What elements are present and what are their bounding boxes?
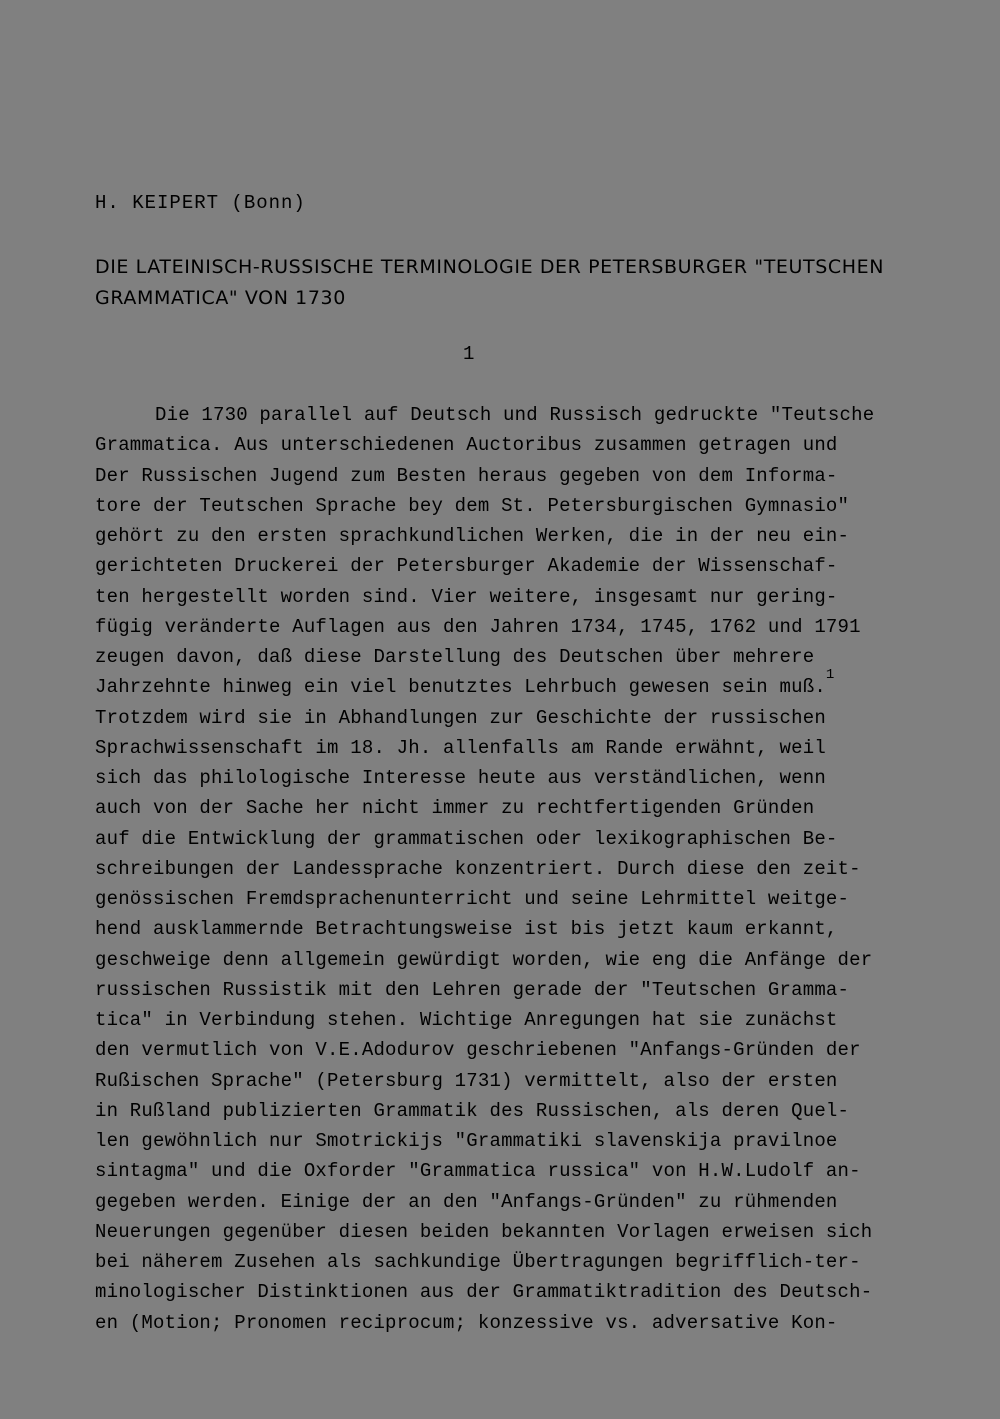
text-line: len gewöhnlich nur Smotrickijs "Grammatiki slavenskija pravilnoe bbox=[95, 1130, 838, 1152]
text-line: Neuerungen gegenüber diesen beiden bekannten Vorlagen erweisen sich bbox=[95, 1220, 873, 1243]
text-line-content: Jahrzehnte hinweg ein viel benutztes Lehrbuch gewesen sein muß. bbox=[95, 676, 826, 699]
text-line: en (Motion; Pronomen reciprocum; konzessive vs. adversative Kon- bbox=[95, 1311, 838, 1334]
text-line: tica" in Verbindung stehen. Wichtige Anregungen hat sie zunächst bbox=[95, 1009, 838, 1031]
text-line: in Rußland publizierten Grammatik des Russischen, als deren Quel- bbox=[95, 1099, 850, 1122]
text-line: genössischen Fremdsprachenunterricht und seine Lehrmittel weitge- bbox=[95, 888, 850, 910]
text-line: Trotzdem wird sie in Abhandlungen zur Geschichte der russischen bbox=[95, 706, 826, 729]
text-line: ten hergestellt worden sind. Vier weitere, insgesamt nur gering- bbox=[95, 585, 838, 608]
text-line: sintagma" und die Oxforder "Grammatica russica" von H.W.Ludolf an- bbox=[95, 1160, 861, 1183]
text-line: Der Russischen Jugend zum Besten heraus gegeben von dem Informa- bbox=[95, 464, 838, 487]
text-line: geschweige denn allgemein gewürdigt worden, wie eng die Anfänge der bbox=[95, 948, 873, 971]
text-line: sich das philologische Interesse heute aus verständlichen, wenn bbox=[95, 767, 826, 789]
text-line: gegeben werden. Einige der an den "Anfangs-Gründen" zu rühmenden bbox=[95, 1190, 838, 1213]
title-line-2: GRAMMATICA" VON 1730 bbox=[95, 287, 346, 309]
text-line: auch von der Sache her nicht immer zu rechtfertigenden Gründen bbox=[95, 797, 815, 820]
text-line: hend ausklammernde Betrachtungsweise ist bis jetzt kaum erkannt, bbox=[95, 918, 838, 941]
author-line: H. KEIPERT (Bonn) bbox=[95, 192, 306, 214]
text-line: Grammatica. Aus unterschiedenen Auctoribus zusammen getragen und bbox=[95, 434, 838, 457]
text-line: fügig veränderte Auflagen aus den Jahren 1734, 1745, 1762 und 1791 bbox=[95, 615, 861, 638]
text-line: tore der Teutschen Sprache bey dem St. Petersburgischen Gymnasio" bbox=[95, 494, 850, 517]
text-line: schreibungen der Landessprache konzentriert. Durch diese den zeit- bbox=[95, 857, 861, 880]
body-paragraph bbox=[95, 400, 905, 1338]
text-line: russischen Russistik mit den Lehren gerade der "Teutschen Gramma- bbox=[95, 978, 850, 1001]
text-line: gehört zu den ersten sprachkundlichen Werken, die in der neu ein- bbox=[95, 525, 850, 547]
footnote-marker[interactable]: 1 bbox=[825, 667, 835, 684]
text-line: zeugen davon, daß diese Darstellung des Deutschen über mehrere bbox=[95, 646, 815, 668]
article-title bbox=[95, 252, 884, 314]
text-line: minologischer Distinktionen aus der Grammatiktradition des Deutsch- bbox=[95, 1281, 873, 1304]
text-line: Sprachwissenschaft im 18. Jh. allenfalls am Rande erwähnt, weil bbox=[95, 736, 826, 759]
text-line-with-footnote bbox=[95, 667, 905, 702]
text-line: auf die Entwicklung der grammatischen oder lexikographischen Be- bbox=[95, 827, 838, 850]
text-line: bei näherem Zusehen als sachkundige Übertragungen begrifflich-ter- bbox=[95, 1251, 861, 1273]
text-line: den vermutlich von V.E.Adodurov geschriebenen "Anfangs-Gründen der bbox=[95, 1039, 861, 1062]
text-line: Rußischen Sprache" (Petersburg 1731) vermittelt, also der ersten bbox=[95, 1069, 838, 1092]
title-line-1: DIE LATEINISCH-RUSSISCHE TERMINOLOGIE DER PETERSBURGER "TEUTSCHEN bbox=[95, 256, 885, 278]
text-line: Die 1730 parallel auf Deutsch und Russisch gedruckte "Teutsche bbox=[155, 404, 875, 426]
text-line: gerichteten Druckerei der Petersburger Akademie der Wissenschaf- bbox=[95, 555, 838, 578]
section-number: 1 bbox=[463, 343, 475, 365]
